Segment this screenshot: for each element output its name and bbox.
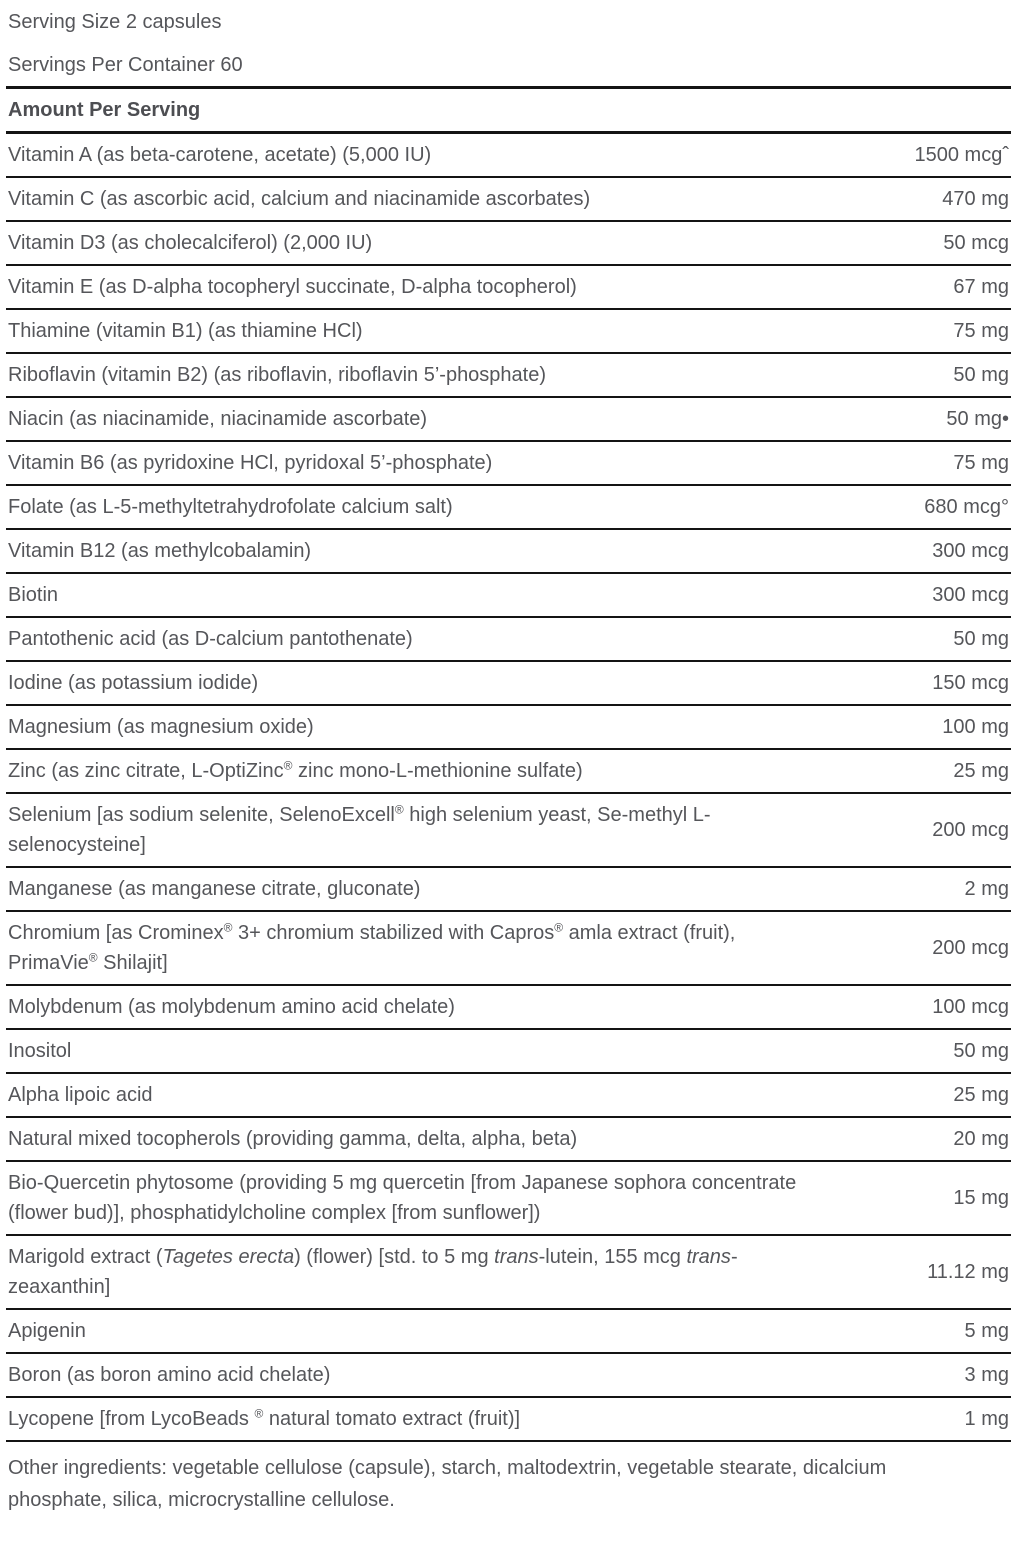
nutrient-name: Vitamin A (as beta-carotene, acetate) (5,000 IU) (8, 144, 432, 166)
table-row (6, 574, 1011, 618)
table-row (6, 662, 1011, 706)
nutrient-name: Folate (as L-5-methyltetrahydrofolate calcium salt) (8, 496, 453, 518)
nutrient-name: Boron (as boron amino acid chelate) (8, 1364, 331, 1386)
table-row (6, 486, 1011, 530)
nutrient-amount: 300 mcg (932, 540, 1009, 562)
table-row (6, 1162, 1011, 1236)
nutrient-amount: 50 mg• (946, 408, 1009, 430)
nutrient-amount: 15 mg (953, 1187, 1009, 1209)
table-row (6, 354, 1011, 398)
nutrient-amount: 3 mg (964, 1364, 1009, 1386)
table-row (6, 1354, 1011, 1398)
nutrient-name: Biotin (8, 584, 59, 606)
nutrient-amount: 50 mg (953, 1040, 1009, 1062)
nutrient-amount: 1500 mcgˆ (914, 144, 1009, 166)
nutrient-amount: 20 mg (953, 1128, 1009, 1150)
nutrient-amount: 470 mg (942, 188, 1009, 210)
nutrient-name: Niacin (as niacinamide, niacinamide ascorbate) (8, 408, 428, 430)
nutrient-name: Molybdenum (as molybdenum amino acid chelate) (8, 996, 455, 1018)
table-row (6, 912, 1011, 986)
nutrient-amount: 75 mg (953, 452, 1009, 474)
table-row (6, 618, 1011, 662)
nutrient-name: Riboflavin (vitamin B2) (as riboflavin, riboflavin 5’-phosphate) (8, 364, 547, 386)
serving-size-text: Serving Size 2 capsules (8, 11, 222, 33)
nutrient-amount: 300 mcg (932, 584, 1009, 606)
nutrient-amount: 680 mcg° (924, 496, 1009, 518)
nutrient-name: Iodine (as potassium iodide) (8, 672, 259, 694)
nutrient-amount: 50 mcg (943, 232, 1009, 254)
nutrient-amount: 50 mg (953, 364, 1009, 386)
nutrient-name: Natural mixed tocopherols (providing gamma, delta, alpha, beta) (8, 1128, 578, 1150)
table-row (6, 1074, 1011, 1118)
table-row (6, 398, 1011, 442)
nutrient-amount: 100 mcg (932, 996, 1009, 1018)
table-row (6, 1118, 1011, 1162)
nutrient-name: Vitamin C (as ascorbic acid, calcium and niacinamide ascorbates) (8, 188, 591, 210)
nutrient-name: Manganese (as manganese citrate, gluconate) (8, 878, 421, 900)
serving-info (6, 0, 1011, 86)
nutrient-name: Bio-Quercetin phytosome (providing 5 mg quercetin [from Japanese sophora concentrate (flower bud)], phosphatidylcholine complex [from sunflower]) (8, 1172, 797, 1224)
nutrient-name: Vitamin B12 (as methylcobalamin) (8, 540, 312, 562)
nutrient-amount: 11.12 mg (927, 1261, 1009, 1283)
nutrient-amount: 150 mcg (932, 672, 1009, 694)
nutrient-amount: 75 mg (953, 320, 1009, 342)
nutrient-name: Magnesium (as magnesium oxide) (8, 716, 314, 738)
table-row (6, 134, 1011, 178)
table-row (6, 986, 1011, 1030)
table-row (6, 442, 1011, 486)
nutrient-amount: 25 mg (953, 760, 1009, 782)
nutrient-table (6, 134, 1011, 1442)
nutrient-name: Vitamin E (as D-alpha tocopheryl succinate, D-alpha tocopherol) (8, 276, 577, 298)
table-row (6, 750, 1011, 794)
footnote-mark: ° (1001, 496, 1009, 518)
nutrient-name: Inositol (8, 1040, 72, 1062)
nutrient-amount: 67 mg (953, 276, 1009, 298)
table-row (6, 178, 1011, 222)
supplement-facts-panel (6, 0, 1011, 1528)
nutrient-amount: 5 mg (964, 1320, 1009, 1342)
nutrient-name: Selenium [as sodium selenite, SelenoExcell® high selenium yeast, Se-methyl L-selenocysteine] (8, 802, 711, 856)
table-row (6, 1236, 1011, 1310)
nutrient-amount: 200 mcg (932, 937, 1009, 959)
table-row (6, 222, 1011, 266)
nutrient-name: Alpha lipoic acid (8, 1084, 153, 1106)
table-row (6, 530, 1011, 574)
table-row (6, 1398, 1011, 1442)
table-row (6, 1310, 1011, 1354)
table-row (6, 868, 1011, 912)
other-ingredients-text: Other ingredients: vegetable cellulose (capsule), starch, maltodextrin, vegetable stearate, dicalcium phosphate, silica, microcrystalline cellulose. (8, 1457, 887, 1511)
nutrient-amount: 25 mg (953, 1084, 1009, 1106)
nutrient-name: Apigenin (8, 1320, 86, 1342)
nutrient-amount: 1 mg (964, 1408, 1009, 1430)
nutrient-name: Vitamin D3 (as cholecalciferol) (2,000 IU) (8, 232, 373, 254)
nutrient-amount: 200 mcg (932, 819, 1009, 841)
amount-per-serving-header: Amount Per Serving (6, 86, 1011, 134)
table-row (6, 706, 1011, 750)
nutrient-name: Pantothenic acid (as D-calcium pantothenate) (8, 628, 413, 650)
table-row (6, 266, 1011, 310)
nutrient-name: Zinc (as zinc citrate, L-OptiZinc® zinc mono-L-methionine sulfate) (8, 758, 583, 782)
nutrient-name: Thiamine (vitamin B1) (as thiamine HCl) (8, 320, 363, 342)
footnote-mark: • (1001, 408, 1009, 430)
nutrient-name: Chromium [as Crominex® 3+ chromium stabilized with Capros® amla extract (fruit), PrimaVie® Shilajit] (8, 920, 736, 974)
table-row (6, 1030, 1011, 1074)
table-row (6, 794, 1011, 868)
nutrient-name: Lycopene [from LycoBeads ® natural tomato extract (fruit)] (8, 1406, 521, 1430)
footnote-mark: ˆ (1002, 144, 1009, 166)
nutrient-name: Marigold extract (Tagetes erecta) (flower) [std. to 5 mg trans-lutein, 155 mcg trans-zeaxanthin] (8, 1246, 738, 1298)
nutrient-amount: 100 mg (942, 716, 1009, 738)
nutrient-name: Vitamin B6 (as pyridoxine HCl, pyridoxal 5’-phosphate) (8, 452, 493, 474)
nutrient-amount: 50 mg (953, 628, 1009, 650)
servings-per-container-text: Servings Per Container 60 (8, 54, 243, 76)
table-row (6, 310, 1011, 354)
nutrient-amount: 2 mg (964, 878, 1009, 900)
